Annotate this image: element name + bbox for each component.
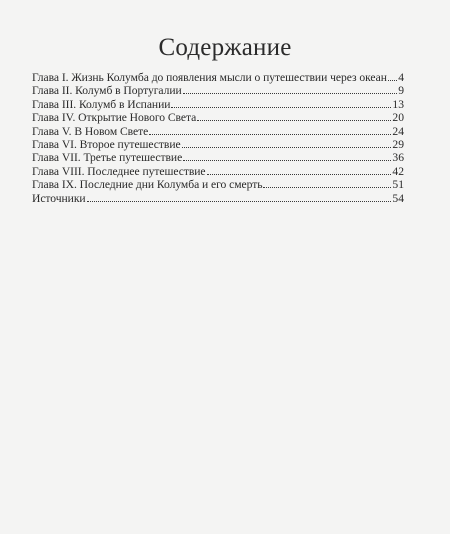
dot-leader: [183, 160, 391, 161]
toc-entry-title: Глава I. Жизнь Колумба до появления мысли о путешествии через океан: [32, 71, 387, 84]
toc-entry-title: Источники: [32, 191, 86, 205]
toc-entry-title: Глава III. Колумб в Испании: [32, 97, 171, 111]
toc-entry: [32, 138, 404, 151]
toc-entry: [32, 111, 404, 124]
toc-entry: [32, 98, 404, 111]
toc-entry-title: Глава IV. Открытие Нового Света: [32, 111, 197, 125]
dot-leader: [149, 134, 391, 135]
toc-entry-title: Глава V. В Новом Свете: [32, 124, 149, 138]
toc-entry-title: Глава VIII. Последнее путешествие: [32, 164, 206, 178]
dot-leader: [197, 120, 391, 121]
dot-leader: [183, 93, 398, 94]
toc-entry-page: 9: [398, 84, 404, 98]
toc-entry: [32, 71, 404, 84]
toc-entry-title: Глава II. Колумб в Португалии: [32, 84, 182, 98]
dot-leader: [207, 174, 392, 175]
dot-leader: [388, 80, 397, 81]
toc-entry-title: Глава VI. Второе путешествие: [32, 137, 181, 151]
toc-entry-page: 29: [392, 137, 404, 151]
dot-leader: [171, 107, 391, 108]
toc-entry-page: 24: [392, 124, 404, 138]
toc-entry-title: Глава IX. Последние дни Колумба и его смерть: [32, 178, 263, 192]
toc-entry: [32, 165, 404, 178]
dot-leader: [263, 187, 391, 188]
page-title: Содержание: [158, 34, 292, 61]
toc-entry-page: 36: [392, 151, 404, 165]
toc-entry-page: 42: [392, 164, 404, 178]
toc-entry: [32, 151, 404, 164]
toc-entry: [32, 178, 404, 191]
toc-entry-page: 51: [392, 178, 404, 192]
toc-entry: [32, 125, 404, 138]
toc-entry-page: 4: [398, 71, 404, 84]
dot-leader: [87, 201, 392, 202]
toc-entry-page: 13: [392, 97, 404, 111]
toc-entry-page: 20: [392, 111, 404, 125]
toc-entry-page: 54: [392, 191, 404, 205]
toc-entry: [32, 84, 404, 97]
dot-leader: [182, 147, 392, 148]
toc-entry: [32, 192, 404, 205]
table-of-contents: [32, 71, 404, 205]
toc-entry-title: Глава VII. Третье путешествие: [32, 151, 183, 165]
